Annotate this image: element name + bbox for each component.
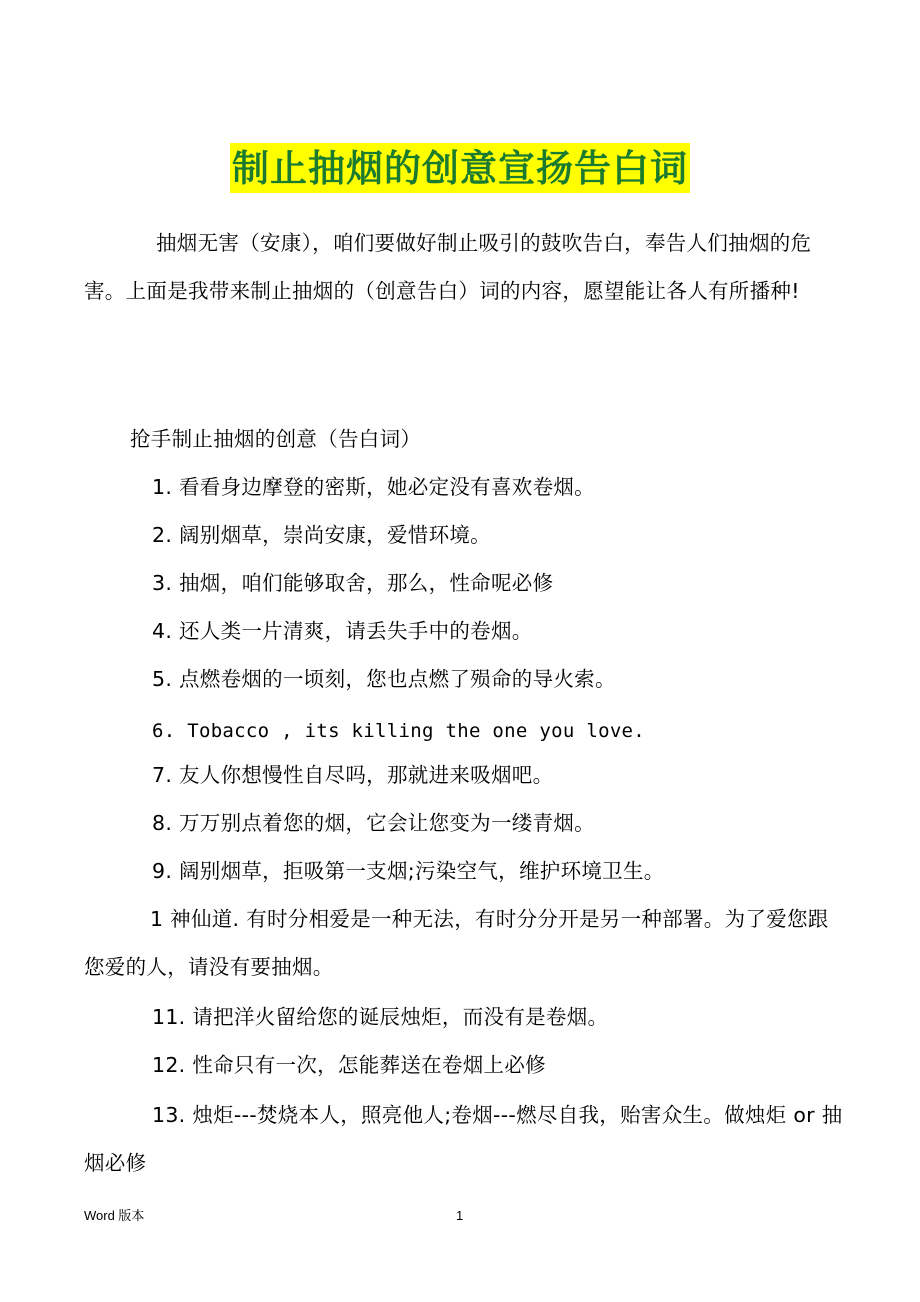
list-item-1: 1. 看看身边摩登的密斯，她必定没有喜欢卷烟。 bbox=[152, 475, 595, 499]
list-item-10: 1 神仙道. 有时分相爱是一种无法，有时分分开是另一种部署。为了爱您跟您爱的人，请没有要抽烟。 bbox=[84, 907, 829, 979]
document-title bbox=[0, 143, 920, 193]
list-item-8: 8. 万万别点着您的烟，它会让您变为一缕青烟。 bbox=[152, 811, 595, 835]
section-heading: 抢手制止抽烟的创意（告白词） bbox=[130, 427, 422, 451]
list-item-12: 12. 性命只有一次，怎能葬送在卷烟上必修 bbox=[152, 1053, 546, 1077]
list-item-11: 11. 请把洋火留给您的诞辰烛炬，而没有是卷烟。 bbox=[152, 1005, 609, 1029]
title-text: 制止抽烟的创意宣扬告白词 bbox=[230, 143, 690, 193]
list-item-7: 7. 友人你想慢性自尽吗，那就进来吸烟吧。 bbox=[152, 763, 554, 787]
list-item-9: 9. 阔别烟草，拒吸第一支烟;污染空气，维护环境卫生。 bbox=[152, 859, 665, 883]
footer-label: Word 版本 bbox=[84, 1208, 145, 1223]
list-item-13: 13. 烛炬---焚烧本人，照亮他人;卷烟---燃尽自我，贻害众生。做烛炬 or 抽烟必修 bbox=[84, 1103, 843, 1175]
list-item-6: 6. Tobacco , its killing the one you love. bbox=[152, 720, 646, 742]
intro-paragraph: 抽烟无害（安康），咱们要做好制止吸引的鼓吹告白，奉告人们抽烟的危害。上面是我带来制止抽烟的（创意告白）词的内容，愿望能让各人有所播种! bbox=[84, 231, 812, 303]
list-item-5: 5. 点燃卷烟的一顷刻，您也点燃了殒命的导火索。 bbox=[152, 667, 616, 691]
list-item-3: 3. 抽烟，咱们能够取舍，那么，性命呢必修 bbox=[152, 571, 554, 595]
list-item-2: 2. 阔别烟草，崇尚安康，爱惜环境。 bbox=[152, 523, 491, 547]
list-item-4: 4. 还人类一片清爽，请丢失手中的卷烟。 bbox=[152, 619, 533, 643]
page-number: 1 bbox=[456, 1208, 464, 1223]
